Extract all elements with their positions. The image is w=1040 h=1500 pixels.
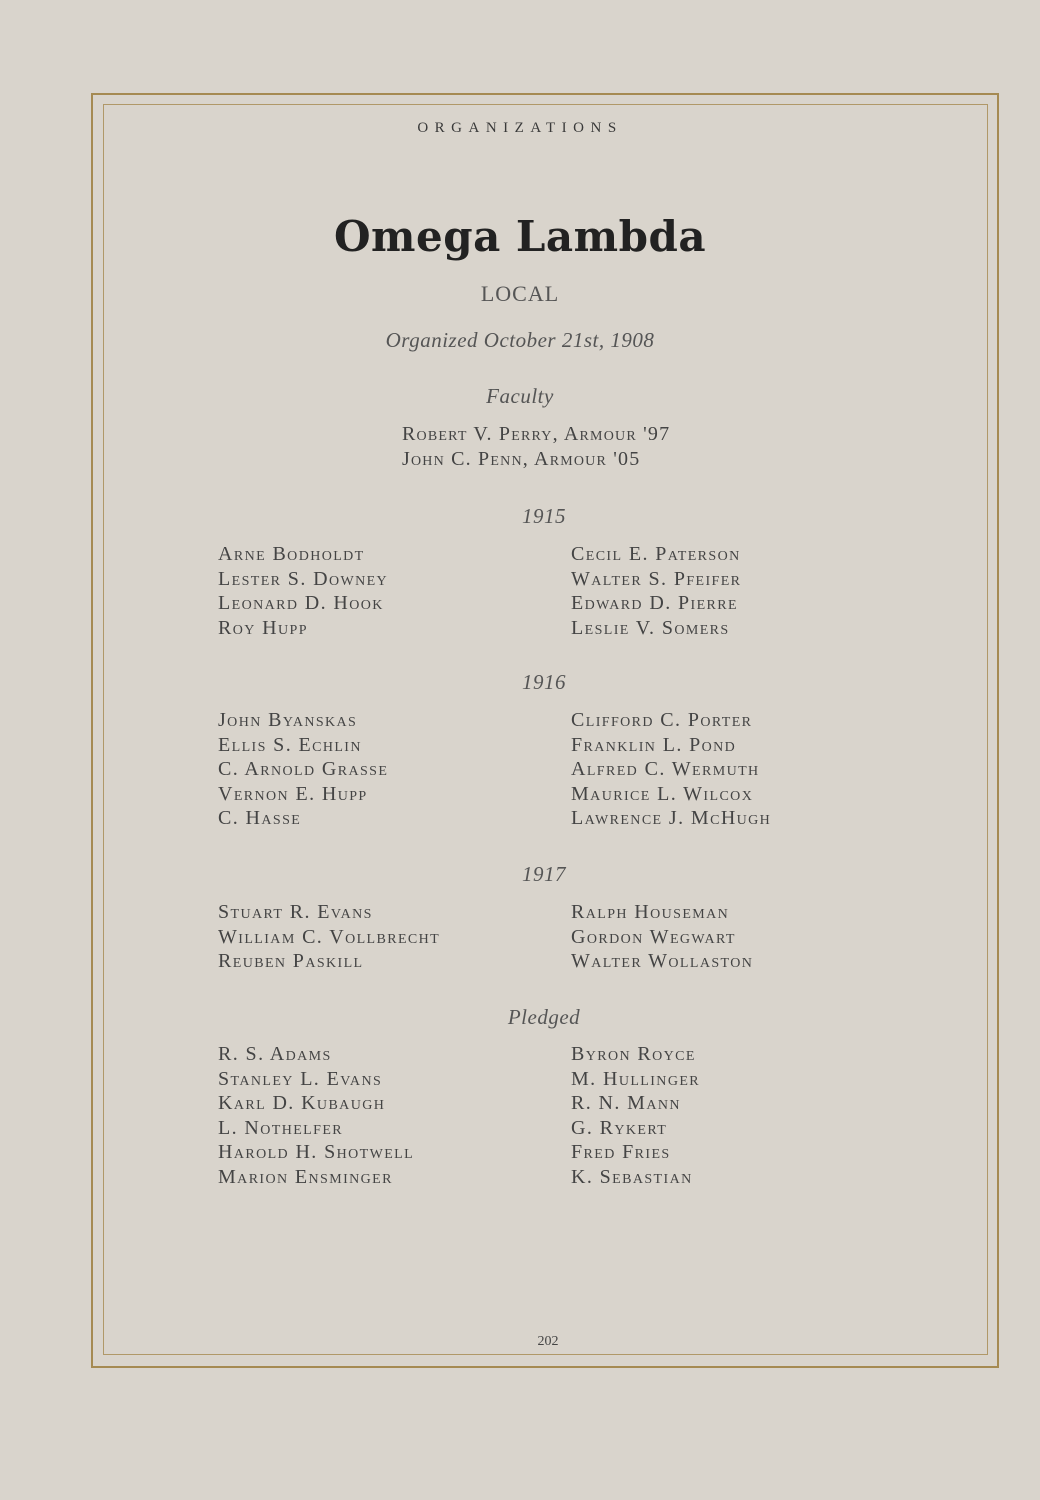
member-name: Marion Ensminger — [218, 1165, 393, 1188]
member-name: Edward D. Pierre — [571, 592, 738, 614]
member-name: Lawrence J. McHugh — [571, 807, 772, 829]
member-name: R. S. Adams — [218, 1043, 332, 1065]
year-heading-1917: 1917 — [522, 862, 566, 886]
faculty-member: John C. Penn, Armour '05 — [402, 448, 641, 470]
class-1916-right — [571, 708, 771, 831]
pledged-right — [571, 1042, 700, 1189]
member-name: Gordon Wegwart — [571, 925, 736, 948]
faculty-heading: Faculty — [486, 384, 554, 408]
member-name: Leslie V. Somers — [571, 616, 730, 639]
member-name: Reuben Paskill — [218, 950, 364, 972]
class-1915-right — [571, 542, 741, 640]
member-name: Cecil E. Paterson — [571, 543, 741, 565]
pledged-left — [218, 1042, 414, 1189]
member-name: Ralph Houseman — [571, 901, 730, 923]
organized-date: Organized October 21st, 1908 — [385, 328, 655, 352]
subtitle: LOCAL — [480, 281, 560, 306]
member-name: Fred Fries — [571, 1141, 671, 1163]
member-name: Walter S. Pfeifer — [571, 567, 742, 590]
faculty-member: Robert V. Perry, Armour '97 — [402, 423, 671, 445]
member-name: L. Nothelfer — [218, 1116, 344, 1139]
member-name: Roy Hupp — [218, 616, 308, 639]
member-name: C. Arnold Grasse — [218, 758, 389, 780]
year-heading-1915: 1915 — [522, 504, 566, 528]
member-name: Maurice L. Wilcox — [571, 782, 754, 805]
member-name: K. Sebastian — [571, 1165, 693, 1188]
member-name: Clifford C. Porter — [571, 709, 753, 731]
member-name: Alfred C. Wermuth — [571, 758, 760, 780]
member-name: William C. Vollbrecht — [218, 925, 441, 948]
class-1917-right — [571, 900, 753, 974]
member-name: Lester S. Downey — [218, 567, 389, 590]
member-name: C. Hasse — [218, 807, 302, 829]
member-name: Karl D. Kubaugh — [218, 1092, 386, 1114]
page-title: Omega Lambda — [333, 212, 707, 261]
member-name: G. Rykert — [571, 1116, 668, 1139]
page-number: 202 — [537, 1334, 559, 1349]
member-name: M. Hullinger — [571, 1067, 701, 1090]
member-name: R. N. Mann — [571, 1092, 681, 1114]
faculty-list — [402, 422, 670, 472]
member-name: Franklin L. Pond — [571, 733, 737, 756]
year-heading-1916: 1916 — [522, 670, 566, 694]
running-head: ORGANIZATIONS — [417, 120, 623, 136]
member-name: Byron Royce — [571, 1043, 696, 1065]
class-1916-left — [218, 708, 388, 831]
member-name: Leonard D. Hook — [218, 592, 384, 614]
class-1917-left — [218, 900, 440, 974]
member-name: Walter Wollaston — [571, 950, 754, 972]
member-name: Stuart R. Evans — [218, 901, 373, 923]
member-name: Stanley L. Evans — [218, 1067, 383, 1090]
member-name: Arne Bodholdt — [218, 543, 365, 565]
pledged-heading: Pledged — [507, 1005, 581, 1029]
member-name: Harold H. Shotwell — [218, 1141, 415, 1163]
class-1915-left — [218, 542, 388, 640]
member-name: Ellis S. Echlin — [218, 733, 362, 756]
member-name: Vernon E. Hupp — [218, 782, 368, 805]
member-name: John Byanskas — [218, 709, 358, 731]
